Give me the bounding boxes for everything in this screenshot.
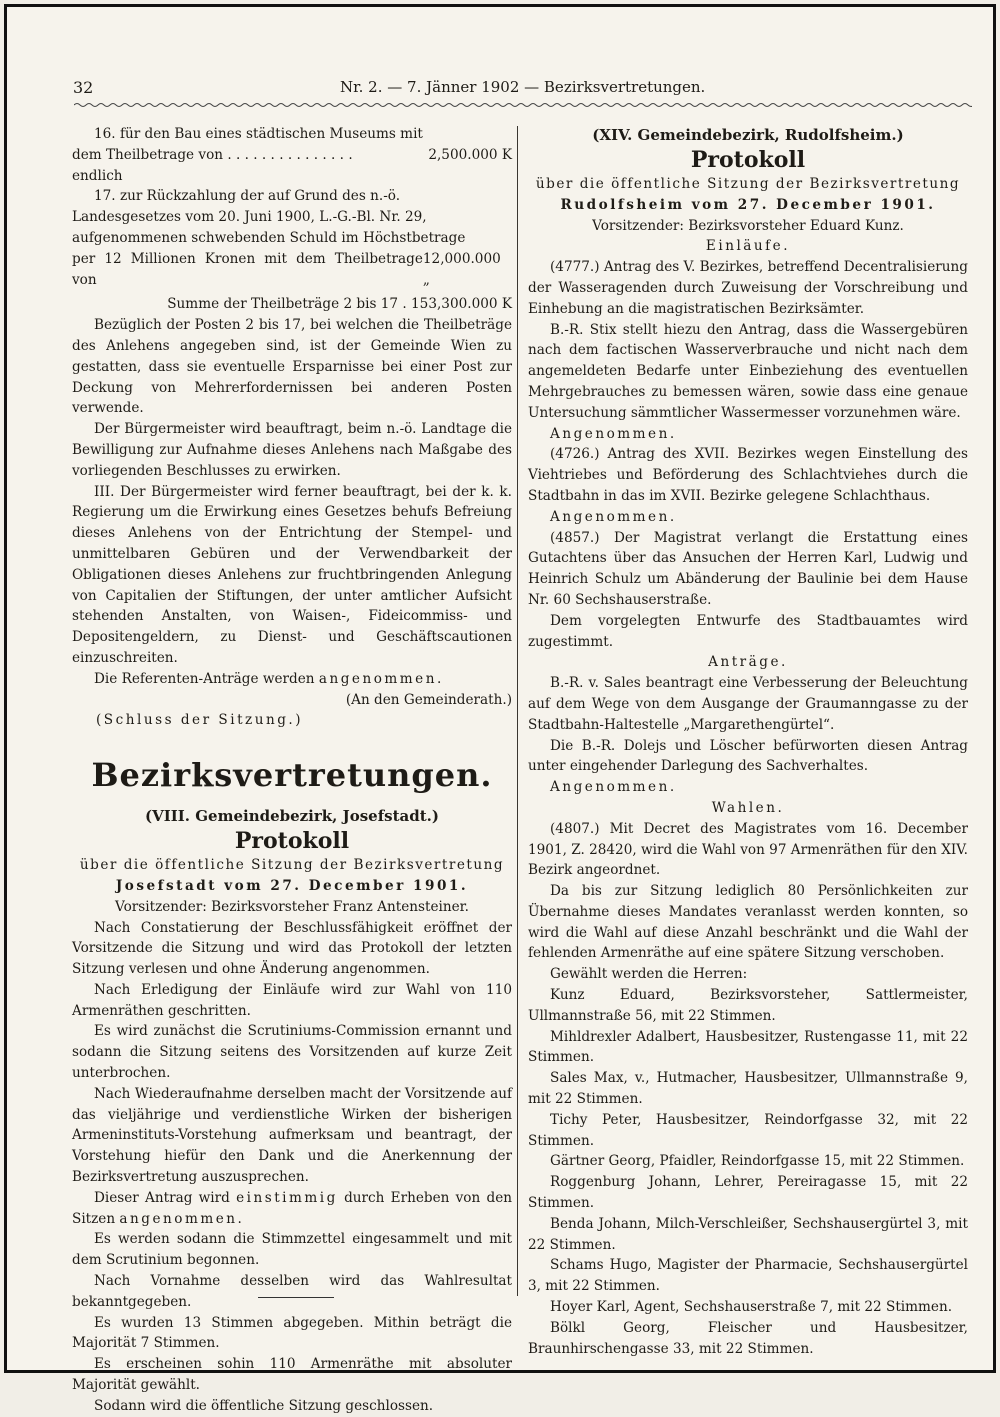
subheading-antraege: Anträge. [708, 654, 788, 671]
column-divider [517, 126, 518, 1296]
subheading-wahlen: Wahlen. [711, 799, 785, 816]
angenommen: Angenommen. [550, 779, 677, 796]
elected-member: Tichy Peter, Hausbesitzer, Reindorfgasse 32, mit 22 Stimmen. [528, 1111, 968, 1149]
item-16-line: 16. für den Bau eines städtischen Museums mit [94, 126, 423, 142]
item-17-line-c: aufgenommenen schwebenden Schuld im Höchstbetrage [72, 229, 466, 246]
paragraph: Sodann wird die öffentliche Sitzung geschlossen. [94, 1397, 434, 1414]
item-16-amount-line [72, 145, 512, 166]
item-17-amount: 12,000.000 „ [422, 250, 501, 288]
angenommen: Angenommen. [550, 508, 677, 525]
an-gemeinderath: (An den Gemeinderath.) [345, 691, 512, 708]
paragraph: Es wird zunächst die Scrutiniums-Commission ernannt und sodann die Sitzung seitens des Vorsitzenden auf kurze Zeit unterbrochen. [72, 1023, 512, 1082]
item-17-line: 17. zur Rückzahlung der auf Grund des n.-ö. [94, 188, 401, 205]
elected-member: Hoyer Karl, Agent, Sechshauserstraße 7, mit 22 Stimmen. [550, 1299, 953, 1316]
elected-member: Mihldrexler Adalbert, Hausbesitzer, Rustengasse 11, mit 22 Stimmen. [528, 1028, 968, 1066]
elected-member: Roggenburg Johann, Lehrer, Pereiragasse 15, mit 22 Stimmen. [528, 1174, 968, 1212]
item-16-end: endlich [72, 167, 123, 184]
paragraph: Da bis zur Sitzung lediglich 80 Persönlichkeiten zur Übernahme dieses Mandates veranlasst werden konnten, so wird die Wahl auf diese Anzahl beschränkt und die Wahl der fehlenden Armenräthe auf eine spätere Sitzung verschoben. [528, 883, 968, 962]
text: durch Erheben von den Sitzen [72, 1189, 512, 1227]
right-column [528, 124, 968, 1359]
paragraph: Nach Vornahme desselben wird das Wahlresultat bekanntgegeben. [72, 1273, 512, 1310]
paragraph: B.-R. Stix stellt hiezu den Antrag, dass die Wassergebüren nach dem factischen Wasserverbrauche und nicht nach dem angemeldeten Bedarfe unter Einbeziehung des eventuellen Mehrgebrauches zu bemessen wären, sowie dass eine genaue Untersuchung sämmtlicher Wassermesser vorzunehmen wäre. [528, 321, 968, 421]
running-title: Nr. 2. — 7. Jänner 1902 — Bezirksvertretungen. [340, 78, 706, 96]
paragraph: Nach Wiederaufnahme derselben macht der Vorsitzende auf das vieljährige und verdienstliche Wirken der bisherigen Armeninstituts-Vorstehung aufmerksam und beantragt, der Vorstehung hiefür den Dank und die Anerkennung der Bezirksvertretung auszusprechen. [72, 1085, 512, 1186]
paragraph: (4857.) Der Magistrat verlangt die Erstattung eines Gutachtens über das Ansuchen der Herren Karl, Ludwig und Heinrich Schulz um Abänderung der Baulinie bei dem Hause Nr. 60 Sechshauserstraße. [528, 529, 968, 608]
paragraph: Es werden sodann die Stimmzettel eingesammelt und mit dem Scrutinium begonnen. [72, 1231, 512, 1269]
end-rule [258, 1297, 334, 1298]
paragraph: Nach Constatierung der Beschlussfähigkeit eröffnet der Vorsitzende die Sitzung und wird das Protokoll der letzten Sitzung verlesen und ohne Änderung angenommen. [72, 919, 512, 978]
text-spaced: einstimmig [236, 1189, 338, 1206]
item-16-amount: 2,500.000 K [428, 146, 512, 163]
sum-line: Summe der Theilbeträge 2 bis 17 . 153,300.000 K [167, 296, 512, 313]
elected-member: Schams Hugo, Magister der Pharmacie, Sechshausergürtel 3, mit 22 Stimmen. [528, 1257, 968, 1295]
paragraph: B.-R. v. Sales beantragt eine Verbesserung der Beleuchtung auf dem Wege von dem Ausgange der Graumanngasse zu der Stadtbahn-Haltestelle „Margarethengürtel“. [528, 675, 968, 733]
paragraph: Die B.-R. Dolejs und Löscher befürworten diesen Antrag unter eingehender Darlegung des Sachverhaltes. [528, 737, 968, 775]
paragraph: Gewählt werden die Herren: [550, 966, 748, 983]
paragraph: (4807.) Mit Decret des Magistrates vom 16. December 1901, Z. 28420, wird die Wahl von 97 Armenräthen für den XIV. Bezirk angeordnet. [528, 820, 968, 879]
paragraph: (4777.) Antrag des V. Bezirkes, betreffend Decentralisierung der Wasseragenden durch Zuweisung der Vorschreibung und Einhebung an die magistratischen Bezirksämter. [528, 259, 969, 317]
elected-member: Sales Max, v., Hutmacher, Hausbesitzer, Ullmannstraße 9, mit 22 Stimmen. [528, 1070, 968, 1108]
item-16-text: dem Theilbetrage von . . . . . . . . . . . . . . . [72, 146, 353, 163]
protokoll-heading: Protokoll [234, 828, 350, 855]
protokoll-heading: Protokoll [690, 147, 806, 173]
wavy-rule [74, 101, 972, 109]
paragraph [72, 1188, 512, 1230]
angenommen: Angenommen. [550, 425, 677, 442]
subheading-einlaeufe: Einläufe. [705, 238, 791, 255]
paragraph: (4726.) Antrag des XVII. Bezirkes wegen Einstellung des Viehtriebes und Beförderung des Schlachtviehes durch die Stadtbahn in das im XVII. Bezirke gelegene Schlachthaus. [528, 446, 968, 504]
item-17-text: per 12 Millionen Kronen mit dem Theilbetrage von [72, 250, 423, 288]
page-number: 32 [73, 78, 94, 97]
chairman: Vorsitzender: Bezirksvorsteher Eduard Kunz. [592, 217, 904, 234]
paragraph: Dem vorgelegten Entwurfe des Stadtbauamtes wird zugestimmt. [528, 612, 968, 650]
paragraph: Nach Erledigung der Einläufe wird zur Wahl von 110 Armenräthen geschritten. [72, 981, 512, 1019]
paragraph: Es wurden 13 Stimmen abgegeben. Mithin beträgt die Majorität 7 Stimmen. [72, 1314, 512, 1352]
text-spaced: angenommen. [318, 670, 444, 687]
district-heading: (XIV. Gemeindebezirk, Rudolfsheim.) [592, 126, 904, 144]
paragraph: III. Der Bürgermeister wird ferner beauftragt, bei der k. k. Regierung um die Erwirkung eines Gesetzes behufs Befreiung dieses Anlehens von der Entrichtung der Stempel- und unmittelbaren Gebüren und der Verwendbarkeit der Obligationen dieses Anlehens zur fruchtbringenden Anlegung von Capitalien der Stiftungen, der unter amtlicher Aufsicht stehenden Anstalten, von Waisen-, Fideicommiss- und Depositengeldern, zu Dienst- und Geschäftscautionen einzuschreiten. [72, 483, 512, 666]
item-17-line-b: Landesgesetzes vom 20. Juni 1900, L.-G.-Bl. Nr. 29, [72, 209, 427, 226]
paragraph: Es erscheinen sohin 110 Armenräthe mit absoluter Majorität gewählt. [72, 1356, 512, 1394]
session-line-2: Josefstadt vom 27. December 1901. [115, 877, 469, 894]
chairman: Vorsitzender: Bezirksvorsteher Franz Antensteiner. [115, 898, 469, 915]
elected-member: Gärtner Georg, Pfaidler, Reindorfgasse 15, mit 22 Stimmen. [550, 1153, 965, 1170]
elected-member: Bölkl Georg, Fleischer und Hausbesitzer, Braunhirschengasse 33, mit 22 Stimmen. [528, 1319, 968, 1357]
item-17-amount-line [72, 249, 512, 291]
paragraph [72, 669, 512, 690]
paragraph: Der Bürgermeister wird beauftragt, beim n.-ö. Landtage die Bewilligung zur Aufnahme dieses Anlehens nach Maßgabe des vorliegenden Beschlusses zu erwirken. [72, 421, 512, 479]
section-title: Bezirksvertretungen. [91, 756, 493, 795]
left-column [72, 124, 512, 1417]
session-line-2: Rudolfsheim vom 27. December 1901. [560, 196, 936, 213]
district-heading: (VIII. Gemeindebezirk, Josefstadt.) [145, 807, 439, 826]
session-line-1: über die öffentliche Sitzung der Bezirksvertretung [535, 176, 961, 192]
paragraph: Bezüglich der Posten 2 bis 17, bei welchen die Theilbeträge des Anlehens angegeben sind, ist der Gemeinde Wien zu gestatten, dass sie eventuelle Ersparnisse bei einer Post zur Deckung von Mehrerfordernissen bei anderen Posten verwende. [72, 317, 512, 417]
text: Dieser Antrag wird [94, 1189, 230, 1206]
elected-member: Benda Johann, Milch-Verschleißer, Sechshausergürtel 3, mit 22 Stimmen. [528, 1215, 968, 1253]
session-line-1: über die öffentliche Sitzung der Bezirksvertretung [79, 857, 505, 874]
text: Die Referenten-Anträge werden [94, 670, 315, 687]
elected-member: Kunz Eduard, Bezirksvorsteher, Sattlermeister, Ullmannstraße 56, mit 22 Stimmen. [528, 987, 968, 1024]
text-spaced: angenommen. [119, 1210, 245, 1227]
schluss: (Schluss der Sitzung.) [96, 712, 304, 729]
